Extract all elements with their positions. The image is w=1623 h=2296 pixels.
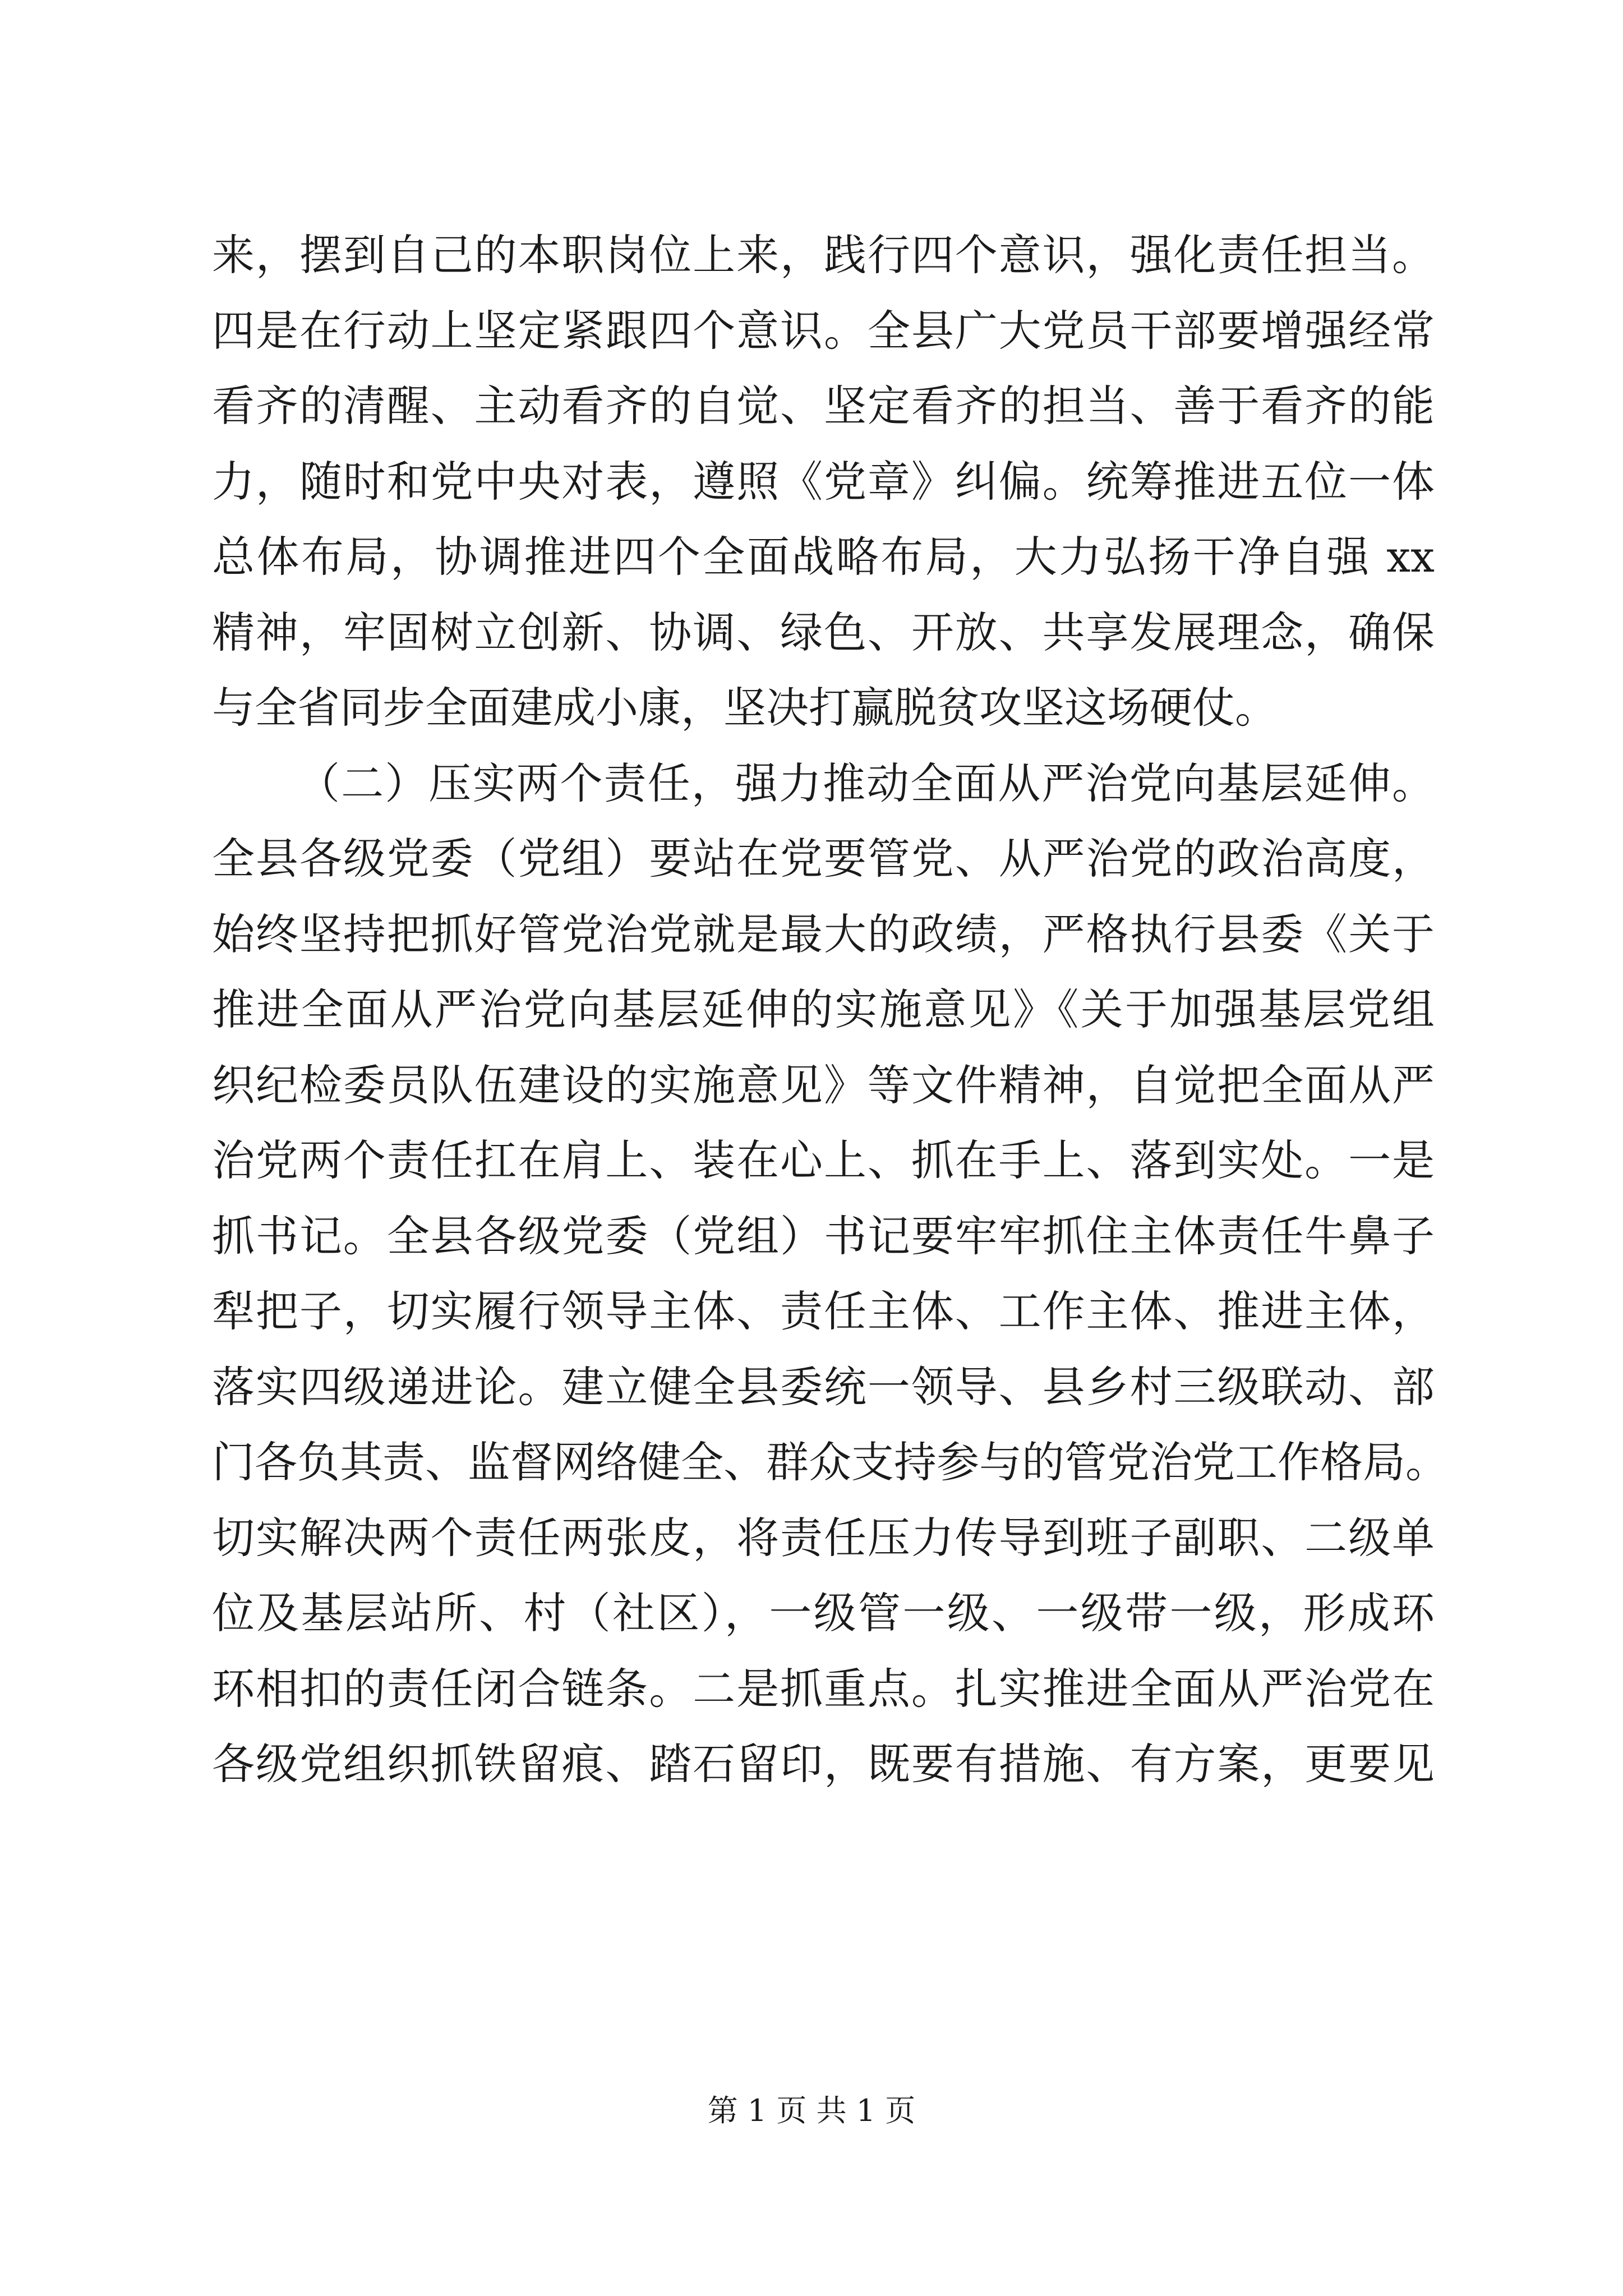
text-line: 各级党组织抓铁留痕、踏石留印，既要有措施、有方案，更要见 [212, 1739, 1435, 1789]
document-body [212, 218, 1448, 1802]
text-line: 与全省同步全面建成小康，坚决打赢脱贫攻坚这场硬仗。 [212, 683, 1278, 733]
text-line: 四是在行动上坚定紧跟四个意识。全县广大党员干部要增强经常 [212, 305, 1435, 356]
text-line: 门各负其责、监督网络健全、群众支持参与的管党治党工作格局。 [212, 1437, 1448, 1487]
text-line: 全县各级党委（党组）要站在党要管党、从严治党的政治高度， [212, 834, 1435, 884]
text-line: 看齐的清醒、主动看齐的自觉、坚定看齐的担当、善于看齐的能 [212, 381, 1435, 431]
text-line: 落实四级递进论。建立健全县委统一领导、县乡村三级联动、部 [212, 1361, 1435, 1412]
text-line: 力，随时和党中央对表，遵照《党章》纠偏。统筹推进五位一体 [212, 456, 1435, 507]
text-line: 始终坚持把抓好管党治党就是最大的政绩，严格执行县委《关于 [212, 909, 1435, 959]
text-line: 来，摆到自己的本职岗位上来，践行四个意识，强化责任担当。 [212, 230, 1435, 280]
text-line: 治党两个责任扛在肩上、装在心上、抓在手上、落到实处。一是 [212, 1135, 1435, 1185]
text-line: 推进全面从严治党向基层延伸的实施意见》《关于加强基层党组 [212, 984, 1435, 1034]
text-line: 环相扣的责任闭合链条。二是抓重点。扎实推进全面从严治党在 [212, 1663, 1435, 1714]
text-line: 犁把子，切实履行领导主体、责任主体、工作主体、推进主体， [212, 1286, 1435, 1336]
text-line: 织纪检委员队伍建设的实施意见》等文件精神，自觉把全面从严 [212, 1060, 1435, 1110]
text-line: 位及基层站所、村（社区），一级管一级、一级带一级，形成环 [212, 1588, 1435, 1638]
section-heading-line: （二）压实两个责任，强力推动全面从严治党向基层延伸。 [297, 758, 1435, 808]
text-line: 切实解决两个责任两张皮，将责任压力传导到班子副职、二级单 [212, 1512, 1435, 1563]
text-line: 总体布局，协调推进四个全面战略布局，大力弘扬干净自强 xx [212, 532, 1435, 582]
text-line: 精神，牢固树立创新、协调、绿色、开放、共享发展理念，确保 [212, 607, 1435, 657]
text-line: 抓书记。全县各级党委（党组）书记要牢牢抓住主体责任牛鼻子 [212, 1211, 1435, 1261]
page-number-footer: 第 1 页 共 1 页 [707, 2093, 916, 2128]
